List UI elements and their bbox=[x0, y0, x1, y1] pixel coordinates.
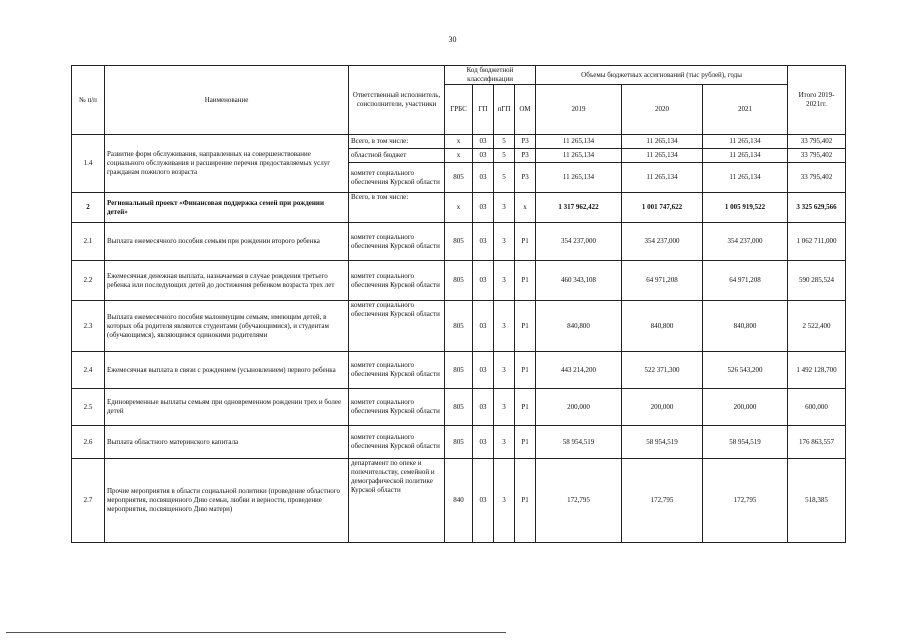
row-2019: 11 265,134 bbox=[536, 149, 622, 163]
budget-table bbox=[71, 65, 846, 543]
row-2019: 840,800 bbox=[536, 301, 622, 352]
row-gp: 03 bbox=[473, 301, 494, 352]
row-responsible: областной бюджет bbox=[349, 149, 445, 163]
header-om: ОМ bbox=[515, 85, 536, 135]
row-gp: 03 bbox=[473, 149, 494, 163]
row-2020: 354 237,000 bbox=[622, 223, 703, 261]
row-pgp: 5 bbox=[494, 149, 515, 163]
row-pgp: 3 bbox=[494, 193, 515, 223]
row-total: 1 492 128,700 bbox=[788, 352, 846, 389]
row-total: 33 795,402 bbox=[788, 149, 846, 163]
row-2020: 11 265,134 bbox=[622, 163, 703, 193]
row-num: 2.2 bbox=[72, 261, 105, 301]
row-total: 1 062 711,000 bbox=[788, 223, 846, 261]
header-name: Наименование bbox=[105, 66, 349, 135]
row-2020: 522 371,300 bbox=[622, 352, 703, 389]
row-2021: 200,000 bbox=[703, 389, 788, 426]
row-pgp: 3 bbox=[494, 223, 515, 261]
row-2019: 1 317 962,422 bbox=[536, 193, 622, 223]
row-2020: 840,800 bbox=[622, 301, 703, 352]
row-2019: 11 265,134 bbox=[536, 135, 622, 149]
row-grbs: 805 bbox=[445, 426, 473, 459]
row-pgp: 5 bbox=[494, 163, 515, 193]
row-name: Региональный проект «Финансовая поддержка семей при рождении детей» bbox=[105, 193, 349, 223]
header-row-1 bbox=[72, 66, 846, 85]
row-2021: 64 971,208 bbox=[703, 261, 788, 301]
row-name: Прочие мероприятия в области социальной политики (проведение областного мероприятия, посвященного Дню семьи, любви и верности, проведение мероприятия, посвященного Дню матери) bbox=[105, 459, 349, 543]
row-gp: 03 bbox=[473, 223, 494, 261]
row-name: Выплата ежемесячного пособия семьям при рождении второго ребенка bbox=[105, 223, 349, 261]
row-num: 1.4 bbox=[72, 135, 105, 193]
row-2021: 526 543,200 bbox=[703, 352, 788, 389]
row-pgp: 3 bbox=[494, 301, 515, 352]
row-2019: 11 265,134 bbox=[536, 163, 622, 193]
table-row bbox=[72, 301, 846, 352]
header-total: Итого 2019-2021гг. bbox=[788, 66, 846, 135]
row-name: Выплата ежемесячного пособия малоимущим семьям, имеющим детей, в которых оба родителя являются студентами (обучающимися), и студентам (обучающимся), являющимся одинокими родителями bbox=[105, 301, 349, 352]
row-grbs: 805 bbox=[445, 301, 473, 352]
row-2019: 200,000 bbox=[536, 389, 622, 426]
row-total: 590 285,524 bbox=[788, 261, 846, 301]
row-2021: 354 237,000 bbox=[703, 223, 788, 261]
row-2020: 11 265,134 bbox=[622, 149, 703, 163]
row-grbs: 805 bbox=[445, 223, 473, 261]
row-om: P3 bbox=[515, 163, 536, 193]
table-row bbox=[72, 223, 846, 261]
row-2021: 11 265,134 bbox=[703, 135, 788, 149]
row-2020: 1 001 747,622 bbox=[622, 193, 703, 223]
row-grbs: 805 bbox=[445, 261, 473, 301]
row-responsible: комитет социального обеспечения Курской области bbox=[349, 426, 445, 459]
row-total: 600,000 bbox=[788, 389, 846, 426]
row-name: Развитие форм обслуживания, направленных на совершенствование социального обслуживания и расширение перечня предоставляемых услуг гражданам пожилого возраста bbox=[105, 135, 349, 193]
row-2020: 200,000 bbox=[622, 389, 703, 426]
row-num: 2.5 bbox=[72, 389, 105, 426]
row-responsible: комитет социального обеспечения Курской области bbox=[349, 352, 445, 389]
row-2021: 11 265,134 bbox=[703, 149, 788, 163]
row-pgp: 3 bbox=[494, 352, 515, 389]
row-2021: 172,795 bbox=[703, 459, 788, 543]
row-grbs: 805 bbox=[445, 352, 473, 389]
row-total: 2 522,400 bbox=[788, 301, 846, 352]
row-2020: 172,795 bbox=[622, 459, 703, 543]
bottom-divider bbox=[6, 632, 506, 633]
row-2021: 58 954,519 bbox=[703, 426, 788, 459]
row-gp: 03 bbox=[473, 193, 494, 223]
row-responsible: комитет социального обеспечения Курской области bbox=[349, 389, 445, 426]
row-grbs: x bbox=[445, 193, 473, 223]
header-responsible: Ответственный исполнитель, соисполнители, участники bbox=[349, 66, 445, 135]
row-2021: 840,800 bbox=[703, 301, 788, 352]
row-om: P1 bbox=[515, 389, 536, 426]
row-gp: 03 bbox=[473, 389, 494, 426]
row-responsible: комитет социального обеспечения Курской области bbox=[349, 301, 445, 352]
table-row bbox=[72, 389, 846, 426]
row-om: P1 bbox=[515, 261, 536, 301]
table-row-project bbox=[72, 193, 846, 223]
header-2019: 2019 bbox=[536, 85, 622, 135]
row-grbs: 840 bbox=[445, 459, 473, 543]
row-2020: 64 971,208 bbox=[622, 261, 703, 301]
row-pgp: 3 bbox=[494, 261, 515, 301]
table-row bbox=[72, 426, 846, 459]
header-grbs: ГРБС bbox=[445, 85, 473, 135]
row-num: 2.4 bbox=[72, 352, 105, 389]
row-gp: 03 bbox=[473, 261, 494, 301]
row-num: 2.1 bbox=[72, 223, 105, 261]
row-total: 33 795,402 bbox=[788, 163, 846, 193]
row-2020: 11 265,134 bbox=[622, 135, 703, 149]
header-volume-group: Объемы бюджетных ассигнований (тыс рублей), годы bbox=[536, 66, 788, 85]
row-2021: 11 265,134 bbox=[703, 163, 788, 193]
row-num: 2.7 bbox=[72, 459, 105, 543]
row-responsible: комитет социального обеспечения Курской области bbox=[349, 261, 445, 301]
row-responsible: комитет социального обеспечения Курской области bbox=[349, 223, 445, 261]
row-2019: 354 237,000 bbox=[536, 223, 622, 261]
row-responsible: Всего, в том числе: bbox=[349, 135, 445, 149]
row-2019: 460 343,108 bbox=[536, 261, 622, 301]
table-row bbox=[72, 459, 846, 543]
row-gp: 03 bbox=[473, 352, 494, 389]
row-gp: 03 bbox=[473, 163, 494, 193]
row-num: 2.3 bbox=[72, 301, 105, 352]
row-name: Выплата областного материнского капитала bbox=[105, 426, 349, 459]
row-2020: 58 954,519 bbox=[622, 426, 703, 459]
row-om: P1 bbox=[515, 459, 536, 543]
page-number: 30 bbox=[448, 35, 457, 44]
row-name: Ежемесячная денежная выплата, назначаемая в случае рождения третьего ребенка или последующих детей до достижения ребенком возраста трех лет bbox=[105, 261, 349, 301]
row-gp: 03 bbox=[473, 426, 494, 459]
table-row bbox=[72, 135, 846, 149]
row-grbs: 805 bbox=[445, 389, 473, 426]
row-grbs: x bbox=[445, 149, 473, 163]
row-gp: 03 bbox=[473, 135, 494, 149]
row-om: P1 bbox=[515, 223, 536, 261]
table-row bbox=[72, 352, 846, 389]
row-num: 2 bbox=[72, 193, 105, 223]
header-pgp: пГП bbox=[494, 85, 515, 135]
row-pgp: 5 bbox=[494, 135, 515, 149]
row-pgp: 3 bbox=[494, 389, 515, 426]
row-total: 33 795,402 bbox=[788, 135, 846, 149]
row-responsible: департамент по опеке и попечительству, семейной и демографической политике Курской области bbox=[349, 459, 445, 543]
row-om: P1 bbox=[515, 301, 536, 352]
row-gp: 03 bbox=[473, 459, 494, 543]
row-responsible: комитет социального обеспечения Курской области bbox=[349, 163, 445, 193]
header-code-group: Код бюджетной классификации bbox=[445, 66, 536, 85]
row-om: P3 bbox=[515, 149, 536, 163]
row-om: P3 bbox=[515, 135, 536, 149]
row-grbs: x bbox=[445, 135, 473, 149]
table-row bbox=[72, 261, 846, 301]
row-grbs: 805 bbox=[445, 163, 473, 193]
row-2021: 1 005 919,522 bbox=[703, 193, 788, 223]
row-pgp: 3 bbox=[494, 459, 515, 543]
row-total: 518,385 bbox=[788, 459, 846, 543]
row-om: P1 bbox=[515, 352, 536, 389]
header-2020: 2020 bbox=[622, 85, 703, 135]
header-gp: ГП bbox=[473, 85, 494, 135]
row-name: Единовременные выплаты семьям при одновременном рождении трех и более детей bbox=[105, 389, 349, 426]
row-pgp: 3 bbox=[494, 426, 515, 459]
row-total: 176 863,557 bbox=[788, 426, 846, 459]
header-2021: 2021 bbox=[703, 85, 788, 135]
row-om: P1 bbox=[515, 426, 536, 459]
row-om: x bbox=[515, 193, 536, 223]
row-2019: 58 954,519 bbox=[536, 426, 622, 459]
row-responsible: Всего, в том числе: bbox=[349, 193, 445, 223]
row-2019: 443 214,200 bbox=[536, 352, 622, 389]
row-num: 2.6 bbox=[72, 426, 105, 459]
row-total: 3 325 629,566 bbox=[788, 193, 846, 223]
header-num: № п/п bbox=[72, 66, 105, 135]
row-name: Ежемесячная выплата в связи с рождением (усыновлением) первого ребенка bbox=[105, 352, 349, 389]
row-2019: 172,795 bbox=[536, 459, 622, 543]
